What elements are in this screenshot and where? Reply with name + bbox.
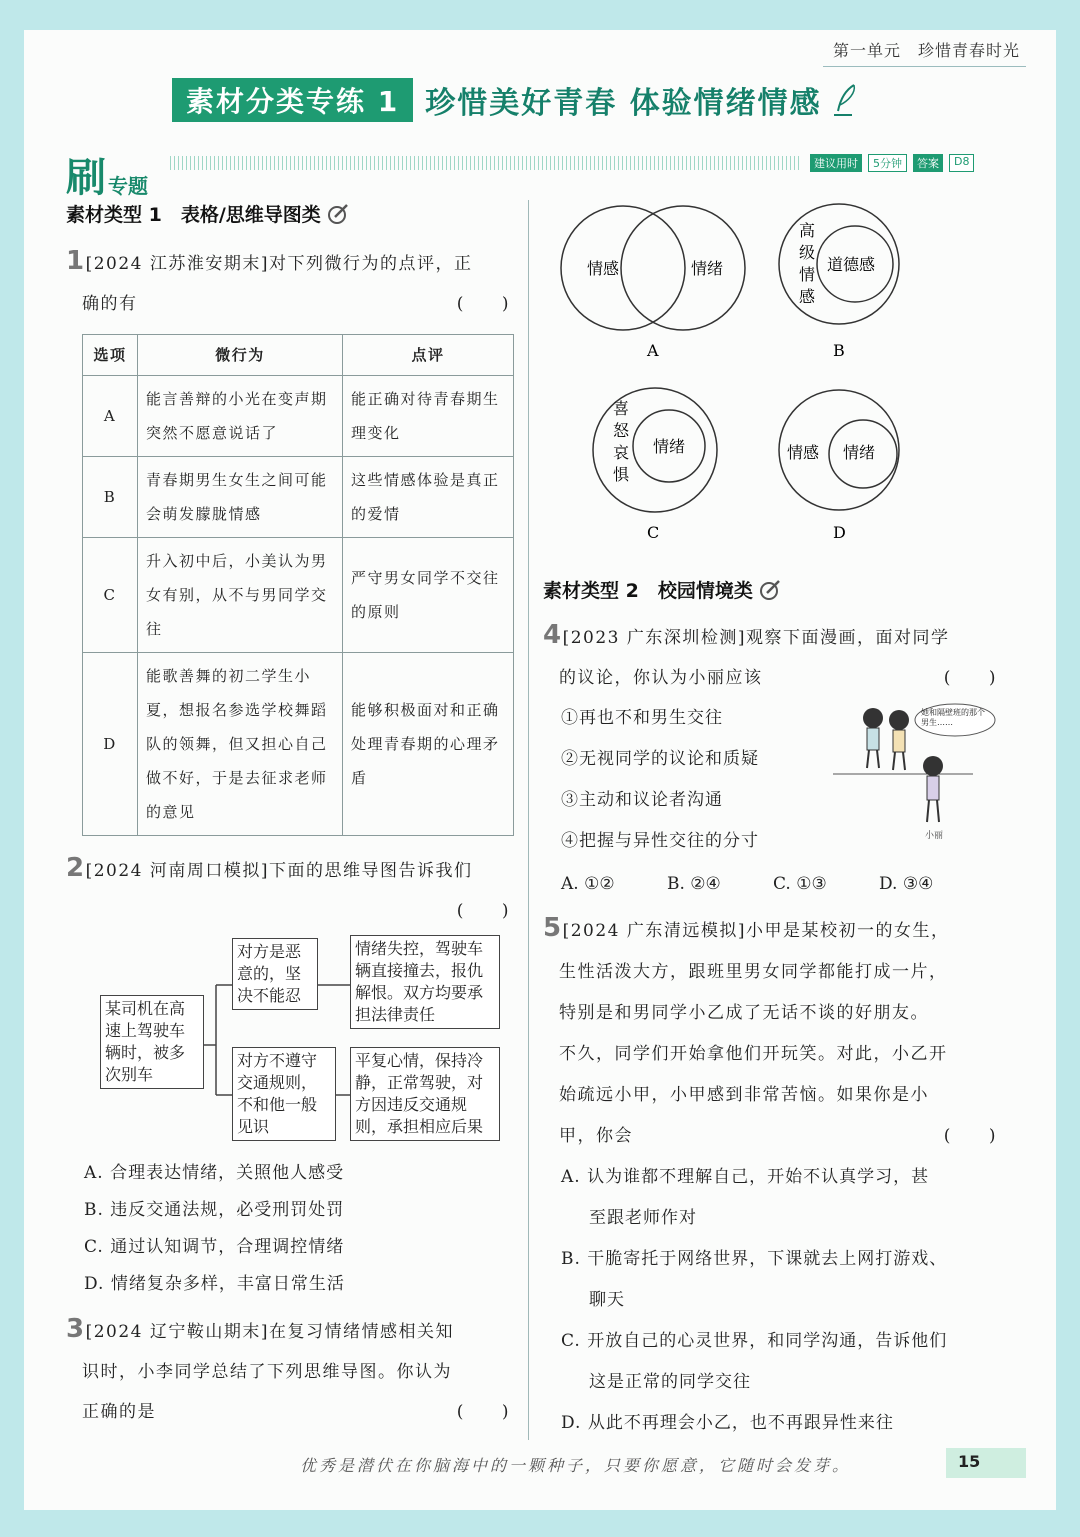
- mindmap-branch-2: 对方不遵守交通规则，不和他一般见识: [232, 1047, 336, 1141]
- time-tag: 5分钟: [868, 154, 907, 172]
- option[interactable]: A. 合理表达情绪，关照他人感受: [84, 1163, 345, 1183]
- pen-icon: [327, 203, 349, 225]
- q3-line3: 正确的是: [82, 1402, 156, 1422]
- q4-answer-blank[interactable]: ( ): [943, 668, 997, 688]
- statement: ④把握与异性交往的分寸: [561, 831, 759, 851]
- q2-options: [66, 1155, 516, 1303]
- table-cell: 升入初中后，小美认为男女有别，从不与男同学交往: [138, 538, 343, 653]
- q4-body: [543, 698, 1003, 864]
- q1-answer-blank[interactable]: ( ): [456, 294, 510, 314]
- statement: ②无视同学的议论和质疑: [561, 749, 759, 769]
- footer-motto: 优秀是潜伏在你脑海中的一颗种子，只要你愿意，它随时会发芽。: [300, 1456, 852, 1475]
- q3-line2: 识时，小李同学总结了下列思维导图。你认为: [82, 1362, 452, 1382]
- table-cell: D: [83, 653, 138, 836]
- right-column: [543, 200, 1003, 1444]
- q3: [66, 1309, 516, 1432]
- venn-b-inner: 道德感: [827, 255, 876, 274]
- q4-line2: 的议论，你认为小丽应该: [559, 668, 763, 688]
- option[interactable]: B. 违反交通法规，必受刑罚处罚: [84, 1200, 345, 1220]
- table-cell: 能言善辩的小光在变声期突然不愿意说话了: [138, 376, 343, 457]
- venn-d-label: D: [833, 523, 846, 542]
- q1-line2: 确的有: [82, 294, 138, 314]
- q5-number: 5: [543, 913, 563, 943]
- venn-c-inner: 情绪: [653, 437, 686, 456]
- q4-choices: [561, 864, 1003, 904]
- choice[interactable]: C. ①③: [773, 874, 827, 894]
- table-row: [83, 457, 514, 538]
- section1-heading: [66, 200, 516, 227]
- option[interactable]: B. 干脆寄托于网络世界，下课就去上网打游戏、: [561, 1249, 948, 1269]
- venn-b-label: B: [833, 341, 845, 360]
- venn-c-outer: 喜怒哀惧: [613, 399, 630, 484]
- venn-a[interactable]: [561, 206, 745, 360]
- pen-icon: [759, 579, 781, 601]
- option-continued: 这是正常的同学交往: [589, 1372, 751, 1392]
- table-cell: 能正确对待青春期生理变化: [343, 376, 514, 457]
- venn-d-inner: 情绪: [843, 443, 876, 462]
- venn-d-outer: 情感: [787, 443, 820, 462]
- answer-page-tag: D8: [949, 154, 974, 172]
- q5-answer-blank[interactable]: ( ): [943, 1126, 997, 1146]
- statement: ③主动和议论者沟通: [561, 790, 723, 810]
- venn-b[interactable]: [779, 204, 899, 360]
- q2-mindmap: [66, 935, 516, 1155]
- q4-line1: [2023 广东深圳检测]观察下面漫画，面对同学: [562, 628, 950, 648]
- q2-number: 2: [66, 853, 86, 883]
- q2-answer-blank[interactable]: ( ): [456, 901, 510, 921]
- decor-line: [170, 156, 802, 170]
- mindmap-result-2: 平复心情，保持冷静，正常驾驶，对方因违反交通规则，承担相应后果: [350, 1047, 500, 1141]
- q1: [66, 241, 516, 324]
- table-cell: A: [83, 376, 138, 457]
- title-bar: [172, 80, 860, 120]
- q5-line: 始疏远小甲，小甲感到非常苦恼。如果你是小: [559, 1085, 929, 1105]
- cartoon-image: [833, 698, 1003, 848]
- time-tags: [810, 154, 974, 172]
- table-cell: 能歌善舞的初二学生小夏，想报名参选学校舞蹈队的领舞，但又担心自己做不好，于是去征求老师的意见: [138, 653, 343, 836]
- q5: [543, 908, 1003, 1157]
- page-title: 珍惜美好青春 体验情绪情感: [425, 86, 822, 121]
- statement: ①再也不和男生交往: [561, 708, 723, 728]
- quill-icon: [832, 83, 860, 117]
- q2-line1: [2024 河南周口模拟]下面的思维导图告诉我们: [85, 861, 473, 881]
- q5-line: [2024 广东清远模拟]小甲是某校初一的女生，: [562, 921, 950, 941]
- mindmap-branch-1: 对方是恶意的，坚决不能忍: [232, 938, 318, 1010]
- q5-line: 特别是和男同学小乙成了无话不谈的好朋友。: [559, 1003, 929, 1023]
- table-row: [83, 538, 514, 653]
- table-cell: 严守男女同学不交往的原则: [343, 538, 514, 653]
- page-number: 15: [958, 1452, 981, 1471]
- table-cell: 青春期男生女生之间可能会萌发朦胧情感: [138, 457, 343, 538]
- suggest-tag: 建议用时: [810, 154, 862, 172]
- table-header-row: [83, 335, 514, 376]
- q2: [66, 848, 516, 931]
- column-divider: [528, 200, 529, 1440]
- q1-line1: [2024 江苏淮安期末]对下列微行为的点评，正: [85, 254, 473, 274]
- table-cell: C: [83, 538, 138, 653]
- left-column: [66, 200, 516, 1432]
- q3-line1: [2024 辽宁鞍山期末]在复习情绪情感相关知: [85, 1322, 455, 1342]
- q4: [543, 615, 1003, 698]
- venn-b-outer: 高级情感: [799, 221, 816, 306]
- table-row: [83, 653, 514, 836]
- speech-bubble-text: 她和隔壁班的那个男生……: [921, 708, 985, 727]
- girl-name-label: 小丽: [925, 831, 944, 841]
- venn-a-label: A: [647, 341, 659, 360]
- section2-title: 素材类型 2 校园情境类: [543, 580, 753, 602]
- table-cell: 这些情感体验是真正的爱情: [343, 457, 514, 538]
- title-box: 素材分类专练 1: [172, 78, 413, 122]
- option[interactable]: C. 开放自己的心灵世界，和同学沟通，告诉他们: [561, 1331, 948, 1351]
- section2-heading: [543, 576, 1003, 603]
- option-continued: 聊天: [589, 1290, 625, 1310]
- option-continued: 至跟老师作对: [589, 1208, 697, 1228]
- table-row: [83, 376, 514, 457]
- mindmap-root: 某司机在高速上驾驶车辆时，被多次别车: [100, 995, 204, 1089]
- unit-header: 第一单元 珍惜青春时光: [833, 38, 1020, 61]
- choice[interactable]: D. ③④: [879, 874, 934, 894]
- choice[interactable]: A. ①②: [561, 874, 615, 894]
- q4-number: 4: [543, 620, 563, 650]
- venn-c-label: C: [647, 523, 660, 542]
- brand-big: 刷: [66, 155, 106, 201]
- option[interactable]: D. 情绪复杂多样，丰富日常生活: [84, 1274, 345, 1294]
- q1-table: [82, 334, 514, 836]
- q3-number: 3: [66, 1314, 86, 1344]
- q5-options: [543, 1157, 1003, 1444]
- option[interactable]: D. 从此不再理会小乙，也不再跟异性来往: [561, 1413, 894, 1433]
- venn-c[interactable]: [593, 388, 717, 542]
- section1-title: 素材类型 1 表格/思维导图类: [66, 204, 321, 226]
- option[interactable]: C. 通过认知调节，合理调控情绪: [84, 1237, 345, 1257]
- table-header: 点评: [343, 335, 514, 376]
- table-cell: 能够积极面对和正确处理青春期的心理矛盾: [343, 653, 514, 836]
- brand-small: 专题: [108, 174, 148, 198]
- q1-number: 1: [66, 246, 86, 276]
- table-header: 微行为: [138, 335, 343, 376]
- brand-label: [66, 146, 148, 203]
- q5-line: 甲，你会: [559, 1126, 633, 1146]
- table-cell: B: [83, 457, 138, 538]
- choice[interactable]: B. ②④: [667, 874, 721, 894]
- q5-line: 不久，同学们开始拿他们开玩笑。对此，小乙开: [559, 1044, 948, 1064]
- option[interactable]: A. 认为谁都不理解自己，开始不认真学习，甚: [561, 1167, 930, 1187]
- mindmap-result-1: 情绪失控，驾驶车辆直接撞去，报仇解恨。双方均要承担法律责任: [350, 935, 500, 1029]
- table-header: 选项: [83, 335, 138, 376]
- q5-line: 生性活泼大方，跟班里男女同学都能打成一片，: [559, 962, 948, 982]
- venn-a-right: 情绪: [691, 259, 724, 278]
- venn-d[interactable]: [779, 390, 899, 542]
- venn-a-left: 情感: [587, 259, 620, 278]
- answer-tag: 答案: [913, 154, 943, 172]
- q3-answer-blank[interactable]: ( ): [456, 1402, 510, 1422]
- q3-venn-diagrams: [543, 200, 1003, 550]
